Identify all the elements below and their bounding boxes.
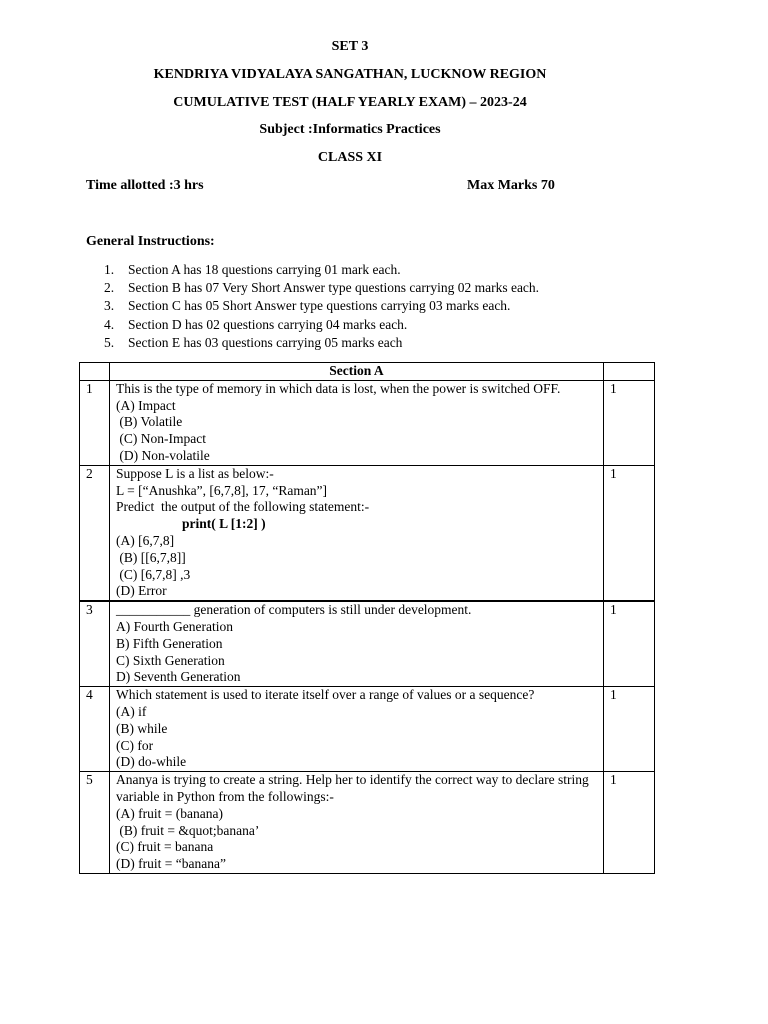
- question-marks: 1: [604, 601, 655, 686]
- question-text: Which statement is used to iterate itself over a range of values or a sequence? (A) if (B) while (C) for (D) do-while: [110, 687, 604, 772]
- question-row: [80, 772, 655, 874]
- max-marks: Max Marks 70: [467, 178, 555, 193]
- instruction-item: 5. Section E has 03 questions carrying 05 marks each: [104, 334, 403, 350]
- question-marks: 1: [604, 687, 655, 772]
- time-allotted: Time allotted :3 hrs: [86, 178, 204, 193]
- section-a-title: Section A: [110, 363, 604, 381]
- question-number: 3: [80, 601, 110, 686]
- question-row: [80, 465, 655, 601]
- instructions-heading: General Instructions:: [86, 234, 215, 249]
- class-title: CLASS XI: [317, 150, 383, 165]
- instruction-item: 3. Section C has 05 Short Answer type questions carrying 03 marks each.: [104, 298, 511, 314]
- question-number: 4: [80, 687, 110, 772]
- instruction-item: 2. Section B has 07 Very Short Answer type questions carrying 02 marks each.: [104, 280, 540, 296]
- question-text: This is the type of memory in which data is lost, when the power is switched OFF. (A) Impact (B) Volatile (C) Non-Impact (D) Non-volatile: [110, 380, 604, 465]
- instructions-list: [104, 261, 539, 352]
- organization-title: KENDRIYA VIDYALAYA SANGATHAN, LUCKNOW REGION: [153, 67, 547, 82]
- question-marks: 1: [604, 380, 655, 465]
- question-text: ___________ generation of computers is still under development. A) Fourth Generation B) Fifth Generation C) Sixth Generation D) Seventh Generation: [110, 601, 604, 686]
- section-header-row: [80, 363, 655, 381]
- question-number: 5: [80, 772, 110, 874]
- exam-title: CUMULATIVE TEST (HALF YEARLY EXAM) – 2023-24: [173, 95, 527, 110]
- question-number: 2: [80, 465, 110, 601]
- question-row: [80, 380, 655, 465]
- question-number: 1: [80, 380, 110, 465]
- subject-title: Subject :Informatics Practices: [259, 122, 441, 137]
- set-number: SET 3: [331, 39, 369, 54]
- instruction-item: 1. Section A has 18 questions carrying 01 mark each.: [104, 262, 401, 277]
- question-text: Ananya is trying to create a string. Help her to identify the correct way to declare string variable in Python from the followings:- (A) fruit = (banana) (B) fruit = &quot;banana’ (C) fruit = banana (D) fruit = “banana”: [110, 772, 604, 874]
- question-marks: 1: [604, 465, 655, 601]
- question-row: [80, 687, 655, 772]
- instruction-item: 4. Section D has 02 questions carrying 04 marks each.: [104, 316, 408, 332]
- question-row: [80, 601, 655, 686]
- questions-table: [79, 362, 655, 874]
- question-text: Suppose L is a list as below:- L = [“Anushka”, [6,7,8], 17, “Raman”] Predict the output of the following statement:- print( L [1:2] ) (A) [6,7,8] (B) [[6,7,8]] (C) [6,7,8] ,3 (D) Error: [110, 465, 604, 601]
- question-marks: 1: [604, 772, 655, 874]
- code-statement: print( L [1:2] ): [182, 516, 266, 532]
